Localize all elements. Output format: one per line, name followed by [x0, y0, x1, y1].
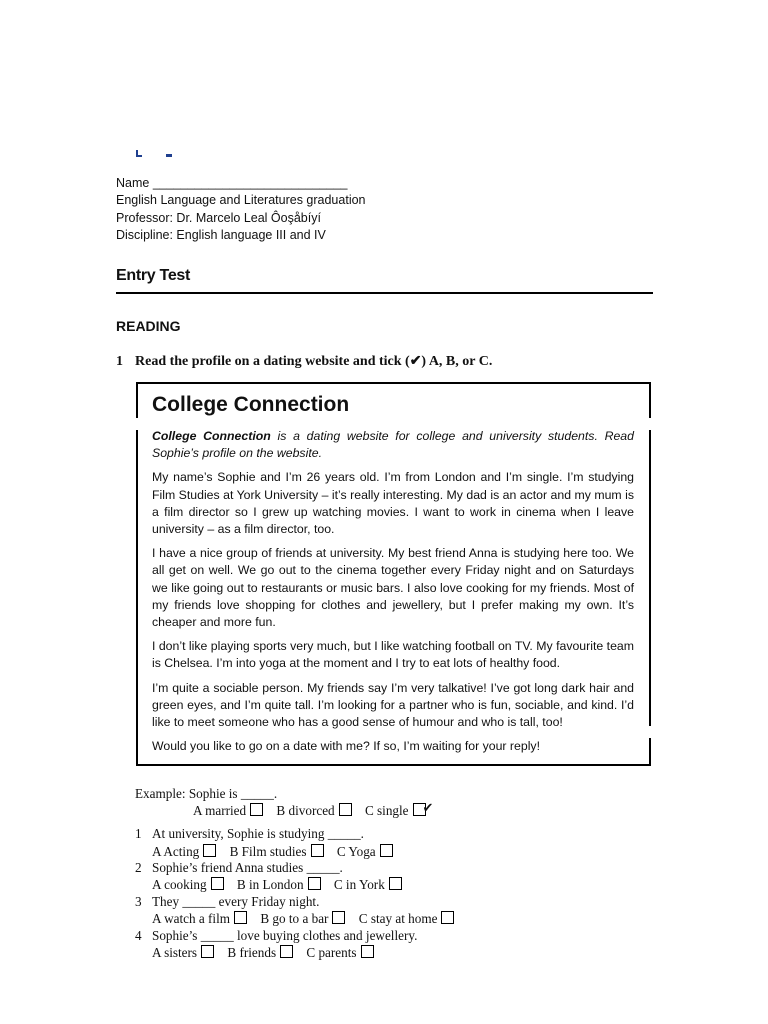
box-border-right-bottom	[649, 738, 651, 766]
question-options	[152, 911, 464, 927]
question-stem	[135, 894, 319, 910]
box-border-left-top	[136, 382, 138, 418]
profile-body	[152, 428, 634, 762]
profile-paragraph: Would you like to go on a date with me? If so, I’m waiting for your reply!	[152, 739, 540, 754]
question-number: 4	[135, 928, 142, 943]
question-text: Sophie’s friend Anna studies _____.	[152, 860, 343, 875]
option-label: A married	[193, 803, 247, 818]
option-label: B Film studies	[229, 844, 307, 859]
question-text: At university, Sophie is studying _____.	[152, 826, 364, 841]
header-block	[116, 175, 366, 244]
box-border-right-top	[649, 382, 651, 418]
question-options	[152, 877, 412, 893]
checkbox-checked[interactable]	[413, 800, 434, 816]
question-stem	[135, 860, 343, 876]
checkbox[interactable]	[280, 945, 293, 958]
checkbox[interactable]	[389, 877, 402, 890]
logo-fragment	[136, 150, 176, 158]
question-stem	[135, 928, 417, 944]
question-options	[152, 945, 384, 961]
option-label: A cooking	[152, 877, 207, 892]
option-label: A watch a film	[152, 911, 231, 926]
profile-heading: College Connection	[152, 393, 350, 416]
course-line: English Language and Literatures graduation	[116, 193, 366, 208]
option-label: B divorced	[276, 803, 335, 818]
option-label: C in York	[333, 877, 385, 892]
box-border-top	[136, 382, 651, 384]
option-label: C parents	[306, 945, 357, 960]
intro-text: is a dating website for college and university students. Read Sophie’s profile on the website.	[152, 429, 634, 461]
instruction	[116, 353, 492, 370]
checkbox[interactable]	[211, 877, 224, 890]
example-options	[193, 800, 436, 819]
checkbox[interactable]	[311, 844, 324, 857]
box-border-bottom	[136, 764, 651, 766]
checkbox[interactable]	[332, 911, 345, 924]
profile-paragraph: My name’s Sophie and I’m 26 years old. I’m from London and I’m single. I’m studying Film Studies at York University – it’s really interesting. My dad is an actor and my mum is a film director so I grew up watching movies. I want to work in cinema when I leave university – as a film director, too.	[152, 470, 634, 537]
checkbox[interactable]	[203, 844, 216, 857]
option-label: B in London	[236, 877, 304, 892]
option-label: A sisters	[152, 945, 198, 960]
box-border-left	[136, 430, 138, 766]
profile-paragraph: I don’t like playing sports very much, but I like watching football on TV. My favourite team is Chelsea. I’m into yoga at the moment and I try to eat lots of healthy food.	[152, 639, 634, 671]
intro-site-name: College Connection	[152, 429, 271, 443]
checkbox[interactable]	[339, 803, 352, 816]
question-options	[152, 844, 403, 860]
checkbox[interactable]	[234, 911, 247, 924]
instruction-text: Read the profile on a dating website and tick (✔) A, B, or C.	[135, 354, 493, 369]
profile-paragraph: I’m quite a sociable person. My friends say I’m very talkative! I’ve got long dark hair and green eyes, and I’m quite tall. I’m looking for a partner who is fun, sociable, and kind. I’d like to meet someone who has a good sense of humour and who is tall, too!	[152, 680, 634, 730]
option-label: C Yoga	[336, 844, 376, 859]
checkmark-icon: ✔	[422, 800, 434, 815]
checkbox[interactable]	[361, 945, 374, 958]
question-text: They _____ every Friday night.	[152, 894, 320, 909]
checkbox[interactable]	[250, 803, 263, 816]
checkbox[interactable]	[441, 911, 454, 924]
question-number: 3	[135, 894, 142, 909]
example-stem: Example: Sophie is _____.	[135, 786, 278, 801]
option-label: B go to a bar	[260, 911, 329, 926]
section-heading: READING	[116, 318, 181, 334]
question-number: 2	[135, 860, 142, 875]
name-field: Name ____________________________	[116, 176, 348, 190]
profile-box	[136, 382, 651, 766]
option-label: C stay at home	[358, 911, 438, 926]
box-border-right	[649, 430, 651, 726]
profile-paragraph: I have a nice group of friends at university. My best friend Anna is studying here too. We all get on well. We go out to the cinema together every Friday night and on Saturdays we like going out to restaurants or music bars. I also love cooking for my friends. Most of my friends love shopping for clothes and jewellery, but I prefer making my own. It’s cheaper and more fun.	[152, 546, 634, 630]
question-number: 1	[135, 826, 142, 841]
checkbox[interactable]	[308, 877, 321, 890]
page-title: Entry Test	[116, 267, 191, 284]
checkbox[interactable]	[380, 844, 393, 857]
instruction-number: 1	[116, 354, 123, 369]
question-text: Sophie’s _____ love buying clothes and jewellery.	[152, 928, 418, 943]
professor-line: Professor: Dr. Marcelo Leal Ôoşåbíyí	[116, 210, 321, 225]
title-divider	[116, 292, 653, 294]
checkbox[interactable]	[201, 945, 214, 958]
option-label: A Acting	[152, 844, 200, 859]
profile-intro	[152, 428, 634, 462]
question-stem	[135, 826, 364, 842]
option-label: C single	[364, 803, 409, 818]
option-label: B friends	[227, 945, 277, 960]
discipline-line: Discipline: English language III and IV	[116, 227, 326, 242]
